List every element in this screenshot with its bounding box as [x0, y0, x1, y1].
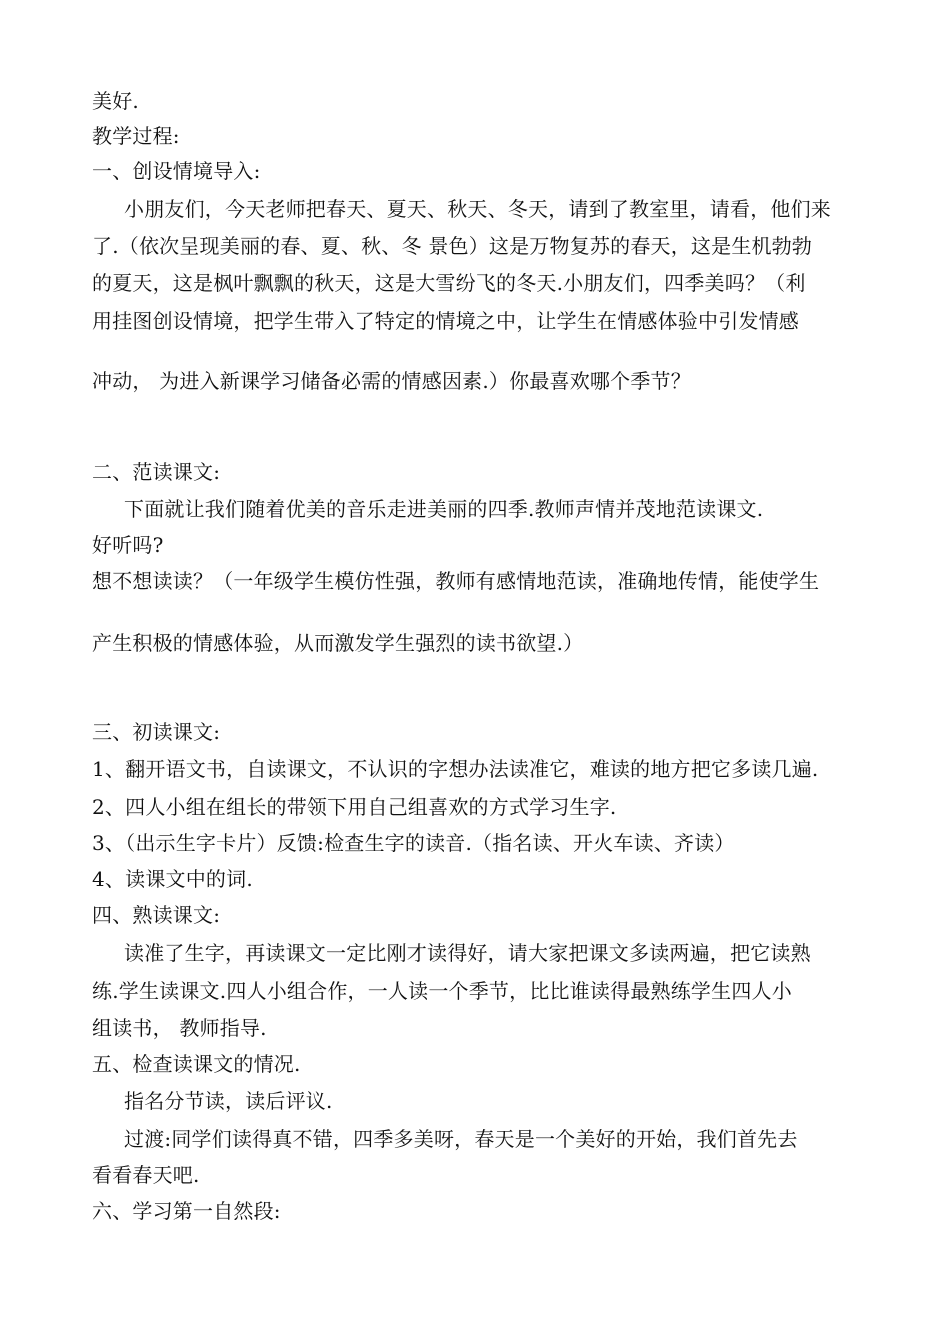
section-heading: 五、检查读课文的情况. — [92, 1052, 301, 1076]
paragraph-line: 看看春天吧. — [92, 1163, 200, 1187]
section-heading: 四、熟读课文: — [92, 903, 221, 927]
paragraph-line: 过渡:同学们读得真不错，四季多美呀，春天是一个美好的开始，我们首先去 — [124, 1127, 798, 1151]
section-heading: 二、范读课文: — [92, 460, 221, 484]
paragraph-line: 下面就让我们随着优美的音乐走进美丽的四季.教师声情并茂地范读课文. — [124, 497, 764, 521]
paragraph-line: 练.学生读课文.四人小组合作，一人读一个季节，比比谁读得最熟练学生四人小 — [92, 979, 792, 1003]
section-heading: 教学过程: — [92, 124, 180, 148]
list-item: 1、翻开语文书，自读课文，不认识的字想办法读准它，难读的地方把它多读几遍. — [92, 757, 819, 781]
paragraph-line: 想不想读读？（一年级学生模仿性强，教师有感情地范读，准确地传情，能使学生 — [92, 569, 820, 593]
paragraph-line: 的夏天，这是枫叶飘飘的秋天，这是大雪纷飞的冬天.小朋友们，四季美吗？（利 — [92, 271, 806, 295]
paragraph-line: 组读书， 教师指导. — [92, 1016, 267, 1040]
paragraph-line: 好听吗? — [92, 533, 164, 557]
paragraph-line: 冲动， 为进入新课学习储备必需的情感因素.）你最喜欢哪个季节？ — [92, 369, 691, 393]
paragraph-line: 指名分节读，读后评议. — [124, 1089, 333, 1113]
list-item: 2、四人小组在组长的带领下用自己组喜欢的方式学习生字. — [92, 795, 617, 819]
list-item: 3、（出示生字卡片）反馈:检查生字的读音.（指名读、开火车读、齐读） — [92, 831, 735, 855]
paragraph-line: 小朋友们，今天老师把春天、夏天、秋天、冬天，请到了教室里，请看，他们来 — [124, 197, 831, 221]
section-heading: 三、初读课文: — [92, 720, 221, 744]
paragraph-line: 了.（依次呈现美丽的春、夏、秋、冬 景色）这是万物复苏的春天，这是生机勃勃 — [92, 234, 813, 258]
paragraph-line: 产生积极的情感体验，从而激发学生强烈的读书欲望.） — [92, 631, 584, 655]
section-heading: 六、学习第一自然段: — [92, 1199, 281, 1223]
text-line: 美好. — [92, 89, 139, 113]
paragraph-line: 读准了生字，再读课文一定比刚才读得好，请大家把课文多读两遍，把它读熟 — [124, 941, 811, 965]
list-item: 4、读课文中的词. — [92, 867, 253, 891]
paragraph-line: 用挂图创设情境，把学生带入了特定的情境之中，让学生在情感体验中引发情感 — [92, 309, 799, 333]
section-heading: 一、创设情境导入: — [92, 159, 261, 183]
